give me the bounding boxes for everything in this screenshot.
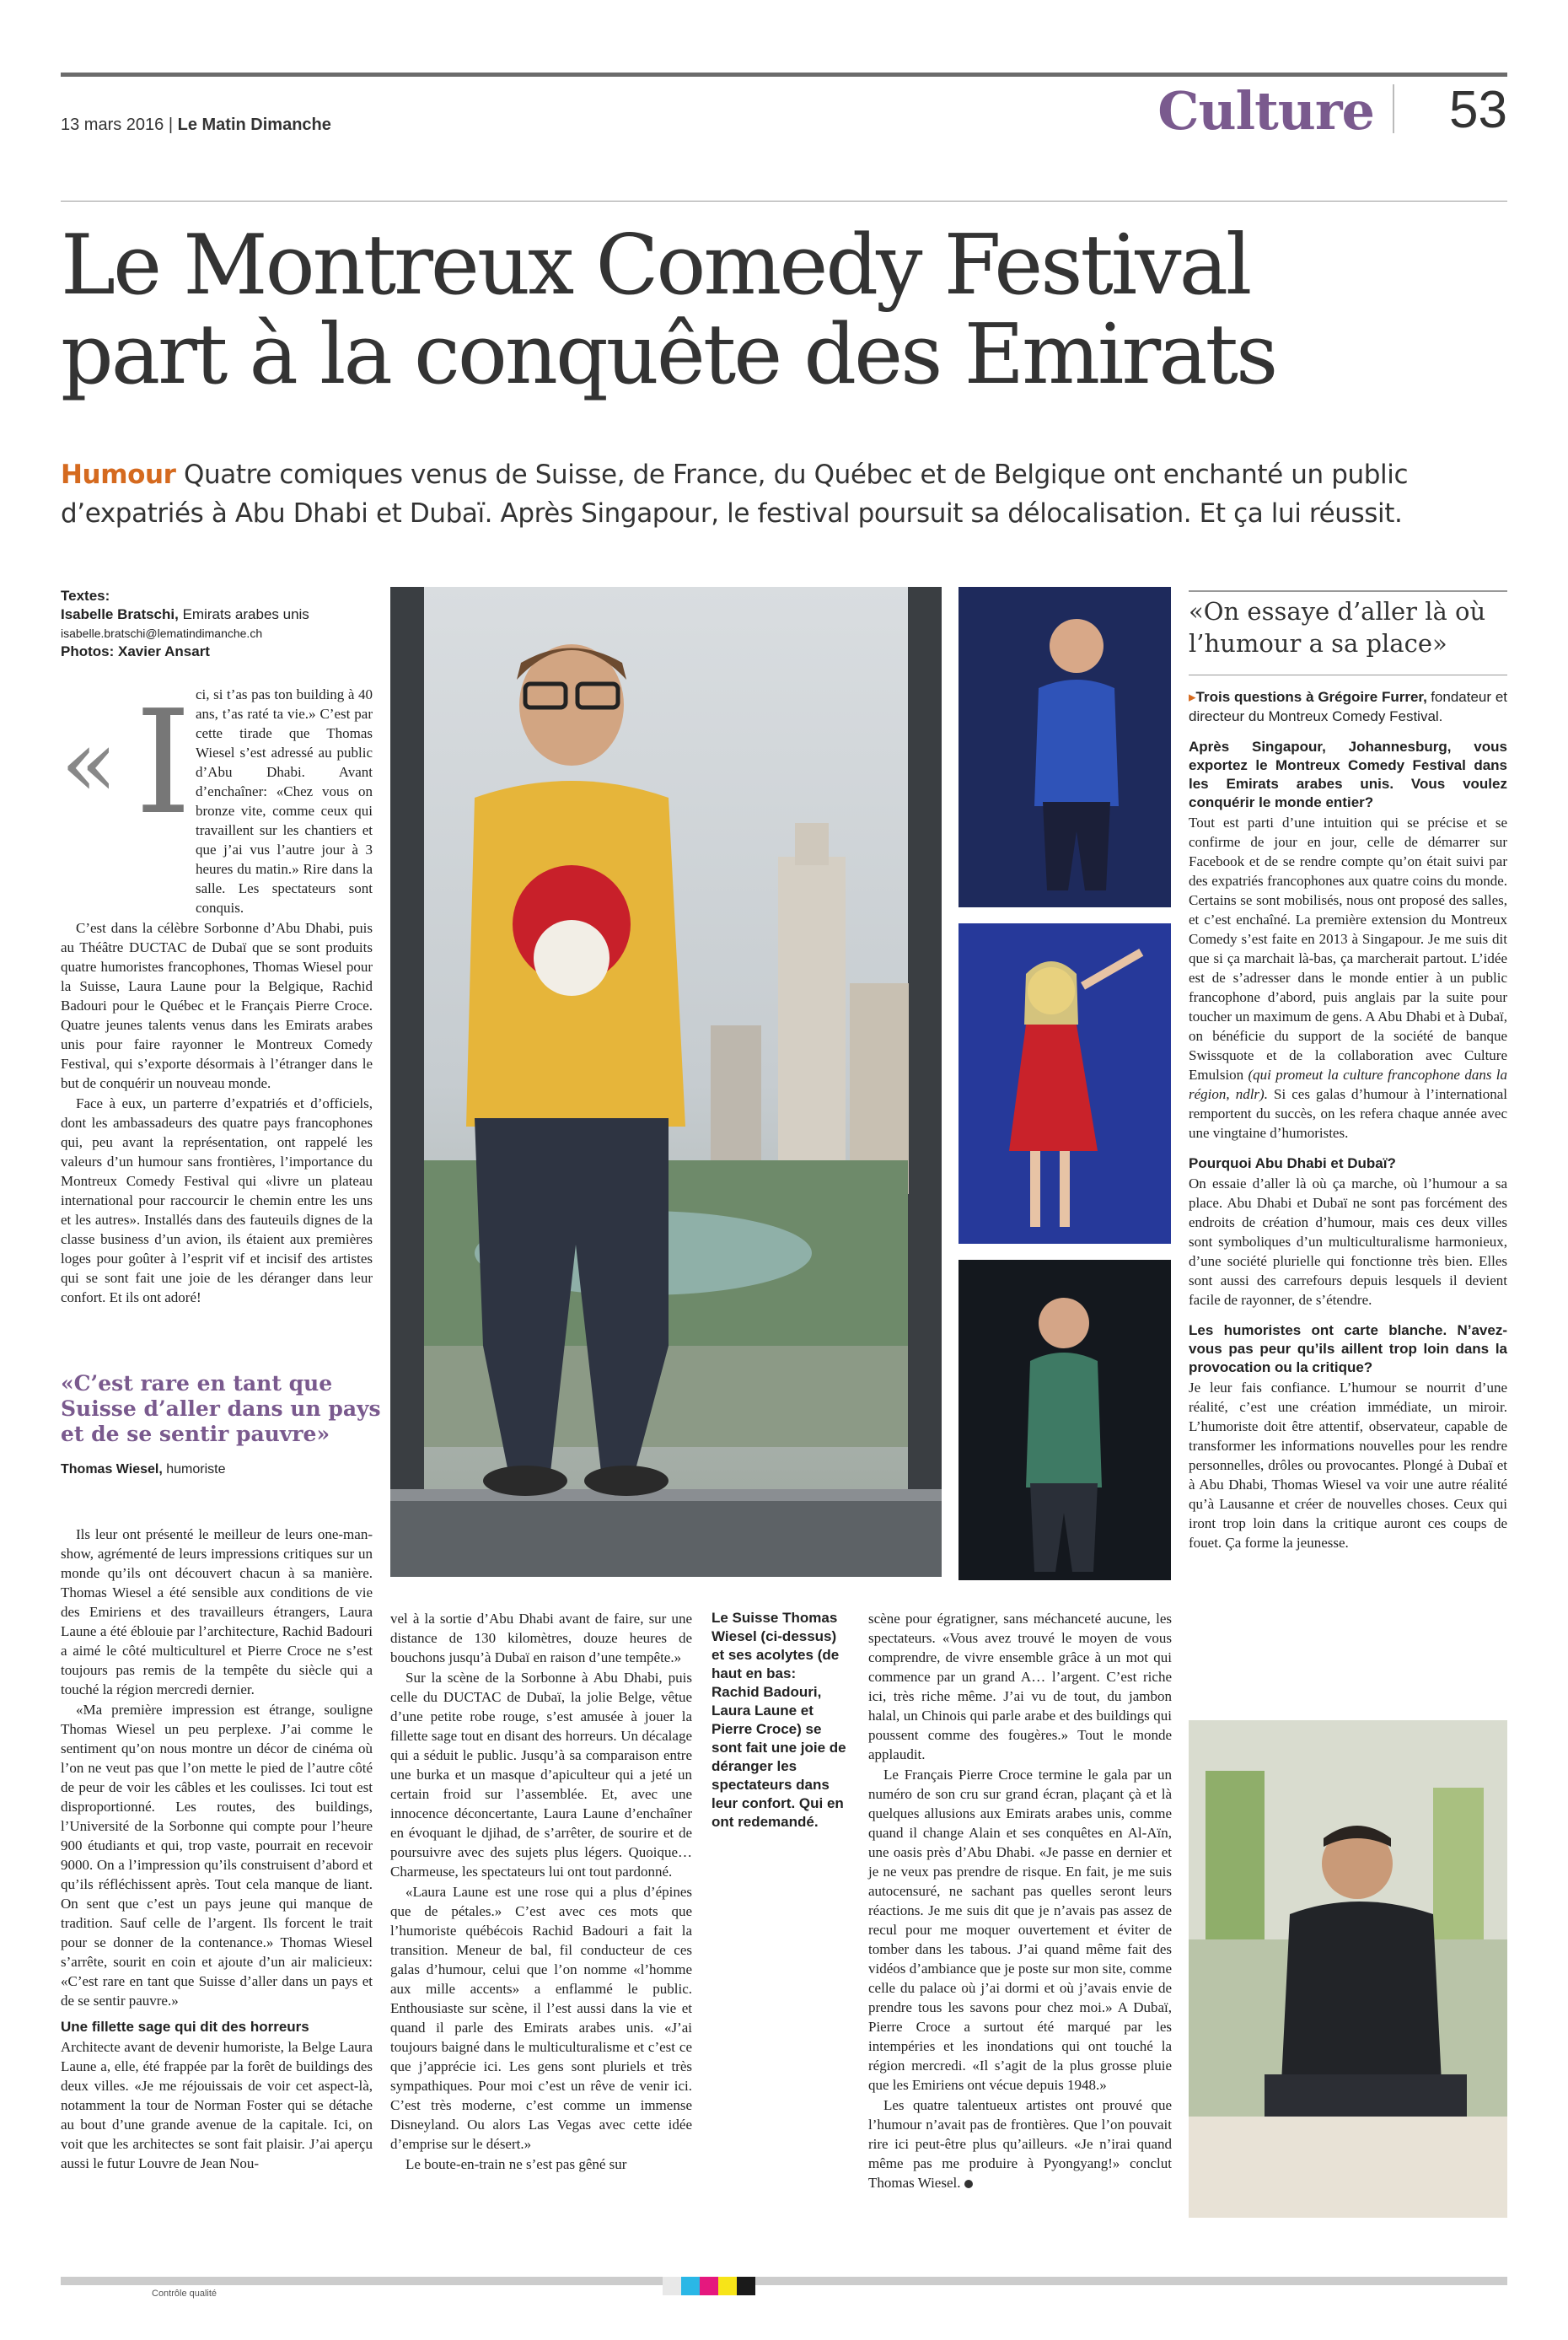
article-column-3	[868, 1609, 1172, 2193]
page-number-divider	[1393, 84, 1394, 133]
pull-quote-author: Thomas Wiesel,	[61, 1462, 163, 1477]
color-swatch-white	[663, 2277, 681, 2295]
sidebar-interview	[1189, 687, 1507, 1553]
pull-quote	[61, 1371, 381, 1482]
deck	[61, 455, 1507, 533]
interview-answer: Tout est parti d’une intuition qui se précise et se confirme de jour en jour, celle de démarrer sur Facebook et de se rendre compte qu’on était suivi par des expatriés francophones aux quatre coins du monde. Certains se sont mobilisés, nous ont proposé des salles, et c’est enchaîné. La première extension du Montreux Comedy s’est faite en 2013 à Singapour. Je me suis dit que si ça marchait là-bas, ça marcherait partout. L’idée est de s’adresser dans le monde entier à un public francophone d’abord, puis anglais par la suite pour toucher un maximum de gens. A Abu Dhabi et à Dubaï, on bénéficie du support de la société de banque Swissquote et de la collaboration avec Culture Emulsion	[1189, 815, 1507, 1083]
arrow-icon: ▸	[1189, 689, 1196, 705]
article-paragraph: Face à eux, un parterre d’expatriés et d’officiels, dont les ambassadeurs des quatre pays francophones qui, peu avant la représentation, ont rappelé les valeurs d’un humour sans frontières, l’importance du Montreux Comedy Festival qui «livre un plateau international pour raccourcir le chemin entre les uns et les autres». Installés dans des fauteuils dignes de la classe business d’un avion, ils étaient aux premières loges pour goûter à l’esprit vif et incisif des artistes qui se sont fait une joie de les déranger dans leur confort. Et ils ont adoré!	[61, 1095, 373, 1305]
article-column-1b	[61, 1525, 373, 2174]
sidebar-intro-bold: Trois questions à Grégoire Furrer,	[1195, 689, 1427, 705]
photo-laura-laune-image	[959, 923, 1171, 1244]
interview-answer-aside: (qui promeut la culture francophone dans la région, ndlr).	[1189, 1067, 1507, 1102]
article-paragraph: scène pour égratigner, sans méchanceté aucune, les spectateurs. «Vous avez trouvé le moyen de vous comprendre, de vivre ensemble grâce à un mot qui commence par un grand A… l’argent. C’est riche ici, très riche même. J’ai vu de tout, du jambon halal, un Chinois qui parle arabe et des buildings qui poussent comme des fougères.» Tout le monde applaudit.	[868, 1611, 1172, 1762]
deck-kicker: Humour	[61, 460, 176, 490]
photo-caption: Le Suisse Thomas Wiesel (ci-dessus) et ses acolytes (de haut en bas: Rachid Badouri, Laura Laune et Pierre Croce) se sont fait une joie de déranger les spectateurs dans leur confort. Qui en ont redemandé.	[712, 1610, 846, 1830]
article-paragraph: Sur la scène de la Sorbonne à Abu Dhabi, puis celle du DUCTAC de Dubaï, la jolie Belge, vêtue d’une petite robe rouge, s’est amusée à jouer la fillette sage tout en disant des horreurs. Un décalage qui a séduit le public. Jusqu’à sa comparaison entre une burka et un masque d’apiculteur qui a jeté un certain froid sur l’assemblée. Et, avec une innocence déconcertante, Laura Laune d’enchaîner en évoquant le djihad, de s’arrêter, de sourire et de poursuivre avec des sujets plus légers. Quoique… Charmeuse, les spectateurs lui ont tout pardonné.	[390, 1670, 692, 1880]
page-number: 53	[1449, 81, 1507, 139]
interview-answer: Si ces galas d’humour à l’international remportent du succès, on les refera chaque année avec une vingtaine d’humoristes.	[1189, 1086, 1508, 1141]
byline-author: Isabelle Bratschi,	[61, 606, 179, 622]
headline	[61, 218, 1507, 403]
photo-pierre-croce-image	[959, 1260, 1171, 1580]
interview-answer: On essaie d’aller là où ça marche, où l’humour a sa place. Abu Dhabi et Dubaï ne sont pas forcément des endroits de création d’humour, mais ces deux villes sont symboliques d’un multiculturalisme harmonieux, d’une société plurielle qui fonctionne très bien. Elles sont aussi des carrefours depuis lesquels il devient facile de rayonner, de s’étendre.	[1189, 1175, 1507, 1308]
byline-place: Emirats arabes unis	[182, 606, 309, 622]
dateline	[61, 116, 331, 135]
article-paragraph	[868, 2095, 1172, 2192]
article-closing: Les quatre talentueux artistes ont prouvé que l’humour n’avait pas de frontières. Que l’on pouvait rire ici peut-être plus qu’ailleurs. «Je n’irai quand même pas me produire à Pyongyang!» conclut Thomas Wiesel.	[868, 2097, 1172, 2191]
drop-quote-mark: «	[61, 709, 118, 817]
sidebar-title: «On essaye d’aller là où l’humour a sa place»	[1189, 590, 1507, 659]
end-of-article-icon	[964, 2180, 973, 2188]
newspaper-name: Le Matin Dimanche	[177, 116, 331, 134]
photo-thomas-wiesel	[390, 587, 942, 1577]
color-swatch-black	[737, 2277, 755, 2295]
photo-pierre-croce	[959, 1260, 1171, 1580]
footer-rule	[61, 2277, 1507, 2285]
photo-rachid-badouri-image	[959, 587, 1171, 907]
photo-credit: Photos: Xavier Ansart	[61, 643, 210, 659]
dateline-separator: |	[168, 116, 174, 134]
issue-date: 13 mars 2016	[61, 116, 164, 134]
photo-laura-laune	[959, 923, 1171, 1244]
quality-control-label: Contrôle qualité	[152, 2289, 217, 2299]
article-paragraph: ci, si t’as pas ton building à 40 ans, t’as raté ta vie.» C’est par cette tirade que Thomas Wiesel s’est adressé au public d’Abu Dhabi. Avant d’enchaîner: «Chez vous on bronze vite, comme ceux qui travaillent sur les chantiers et que j’ai vus l’autre jour à 3 heures du matin.» Rire dans la salle. Les spectateurs sont conquis.	[196, 686, 373, 916]
section-title: Culture	[1157, 80, 1374, 142]
article-paragraph: «Ma première impression est étrange, souligne Thomas Wiesel un peu perplexe. J’ai comme le sentiment qu’on nous montre un décor de cinéma où l’on ne veut pas que l’on mette le pied de l’autre côté de peur de voir les câbles et les coulisses. Ici tout est disproportionné. Les routes, des buildings, l’Université de la Sorbonne qui compte pour l’heure 900 étudiants et qui, trop vaste, pourrait en recevoir 9000. On a l’impression qu’ils construisent d’abord et qu’ils réfléchissent après. Tout cela manque de liant. On sent que c’est un pays jeune qui manque de tradition. Sauf celle de l’argent. Ils forcent le trait pour se donner de la contenance.» Thomas Wiesel s’arrête, sourit en coin et ajoute d’un air malicieux: «C’est rare en tant que Suisse d’aller dans un pays et de se sentir pauvre.»	[61, 1702, 373, 2009]
interview-question: Les humoristes ont carte blanche. N’avez-vous pas peur qu’ils aillent trop loin dans la provocation ou la critique?	[1189, 1322, 1507, 1375]
photo-gregoire-furrer	[1189, 1720, 1507, 2218]
byline-label: Textes:	[61, 588, 110, 604]
pull-quote-role: humoriste	[166, 1462, 226, 1477]
pull-quote-text: «C’est rare en tant que Suisse d’aller dans un pays et de se sentir pauvre»	[61, 1371, 381, 1446]
article-paragraph: Le boute-en-train ne s’est pas gêné sur	[405, 2156, 627, 2172]
article-column-2	[390, 1609, 692, 2175]
byline	[61, 587, 373, 661]
article-paragraph: Architecte avant de devenir humoriste, la Belge Laura Laune a, elle, été frappée par la forêt de buildings des deux villes. «Je me réjouissais de voir cet aspect-là, notamment la tour de Norman Foster qui se détache au bout d’une grande avenue de la capitale. Ici, on voit que les architectes se sont fait plaisir. J’ai aperçu aussi le futur Louvre de Jean Nou-	[61, 2039, 373, 2171]
article-column-1	[61, 680, 373, 1308]
color-swatch-yellow	[718, 2277, 737, 2295]
headline-line-2: part à la conquête des Emirats	[61, 307, 1276, 403]
subhead: Une fillette sage qui dit des horreurs	[61, 2019, 309, 2035]
interview-question: Pourquoi Abu Dhabi et Dubaï?	[1189, 1155, 1396, 1171]
drop-cap: I	[135, 680, 192, 847]
headline-line-1: Le Montreux Comedy Festival	[61, 218, 1250, 314]
article-paragraph: Ils leur ont présenté le meilleur de leurs one-man-show, agrémenté de leurs impressions critiques sur un monde qu’ils ont découvert chacun à sa manière. Thomas Wiesel a été sensible aux conditions de vie des Emiriens et des travailleurs étrangers, Laura Laune a été éblouie par l’architecture, Rachid Badouri a aimé le côté multiculturel et Pierre Croce ne s’est toujours pas remis de la tempête du siècle qui a touché la région mercredi dernier.	[61, 1526, 373, 1697]
color-swatch-cyan	[681, 2277, 700, 2295]
article-paragraph: Le Français Pierre Croce termine le gala par un numéro de son cru sur grand écran, plaçant çà et là quelques allusions aux Emirats arabes unis, comme quand il change Alain et ses conquêtes en Al-Aïn, une oasis près d’Abu Dhabi. «Je passe en dernier et je ne veux pas prendre de risque. En fait, je me suis autocensuré, ne sachant pas quelles seront leurs réactions. Je me suis dit que je n’avais pas assez de recul pour me moquer ouvertement et éviter de tomber dans les tabous. J’ai quand même fait des vidéos d’ambiance que je poste sur mon site, comme celle du palace où j’ai dormi et où j’avais envie de prendre tous les savons pour chez moi.» A Dubaï, Pierre Croce a surtout été marqué par les intempéries et les inondations qui ont touché la région mercredi. «Il s’agit de la plus grosse pluie que les Emiriens ont vécue depuis 1948.»	[868, 1767, 1172, 2093]
color-swatch-magenta	[700, 2277, 718, 2295]
photo-gregoire-furrer-image	[1189, 1720, 1507, 2218]
interview-question: Après Singapour, Johannesburg, vous exportez le Montreux Comedy Festival dans les Emirats arabes unis. Vous voulez conquérir le monde entier?	[1189, 739, 1507, 810]
photo-thomas-wiesel-image	[390, 587, 942, 1577]
photo-rachid-badouri	[959, 587, 1171, 907]
interview-answer: Je leur fais confiance. L’humour se nourrit d’une réalité, c’est une création immédiate, un miroir. L’humoriste doit être attentif, observateur, capable de transformer les informations nouvelles pour les rendre personnelles, drôles ou provocantes. Plongé à Dubaï et à Abu Dhabi, Thomas Wiesel va voir une autre réalité qu’à Lausanne et créer de nouvelles choses. Ceux qui iront trop loin dans la critique auront ces coups de fouet. Ça forme la jeunesse.	[1189, 1380, 1507, 1551]
top-rule	[61, 73, 1507, 77]
sidebar-intro: fondateur et directeur du Montreux Comedy Festival.	[1189, 689, 1508, 724]
article-paragraph: C’est dans la célèbre Sorbonne d’Abu Dhabi, puis au Théâtre DUCTAC de Dubaï que se sont produits quatre humoristes francophones, Thomas Wiesel pour la Suisse, Laura Laune pour la Belgique, Rachid Badouri pour le Québec et le Français Pierre Croce. Quatre jeunes talents venus dans les Emirats arabes unis pour faire rayonner le Montreux Comedy Festival, qui s’exporte désormais à l’étranger dans le but de conquérir un nouveau monde.	[61, 920, 373, 1091]
article-paragraph: vel à la sortie d’Abu Dhabi avant de faire, sur une distance de 130 kilomètres, douze heures de bouchons jusqu’à Dubaï en raison d’une tempête.»	[390, 1611, 692, 1665]
header-rule	[61, 201, 1507, 202]
byline-email: isabelle.bratschi@lematindimanche.ch	[61, 627, 263, 640]
deck-text: Quatre comiques venus de Suisse, de France, du Québec et de Belgique ont enchanté un public d’expatriés à Abu Dhabi et Dubaï. Après Singapour, le festival poursuit sa délocalisation. Et ça lui réussit.	[61, 460, 1409, 529]
article-paragraph: «Laura Laune est une rose qui a plus d’épines que de pétales.» C’est avec ces mots que l’humoriste québécois Rachid Badouri a fait la transition. Meneur de bal, fil conducteur de ces galas d’humour, celui que l’on nomme «l’homme aux mille accents» a enflammé le public. Enthousiaste sur scène, il l’est aussi dans la vie et quand il parle des Emirats arabes unis. «J’ai toujours baigné dans le multiculturalisme et c’est ce que j’apprécie ici. Les gens sont pluriels et très sympathiques. Pour moi c’est un rêve de venir ici. C’est très moderne, c’est comme un immense Disneyland. Ou alors Las Vegas avec cette idée d’emprise sur le désert.»	[390, 1884, 692, 2152]
